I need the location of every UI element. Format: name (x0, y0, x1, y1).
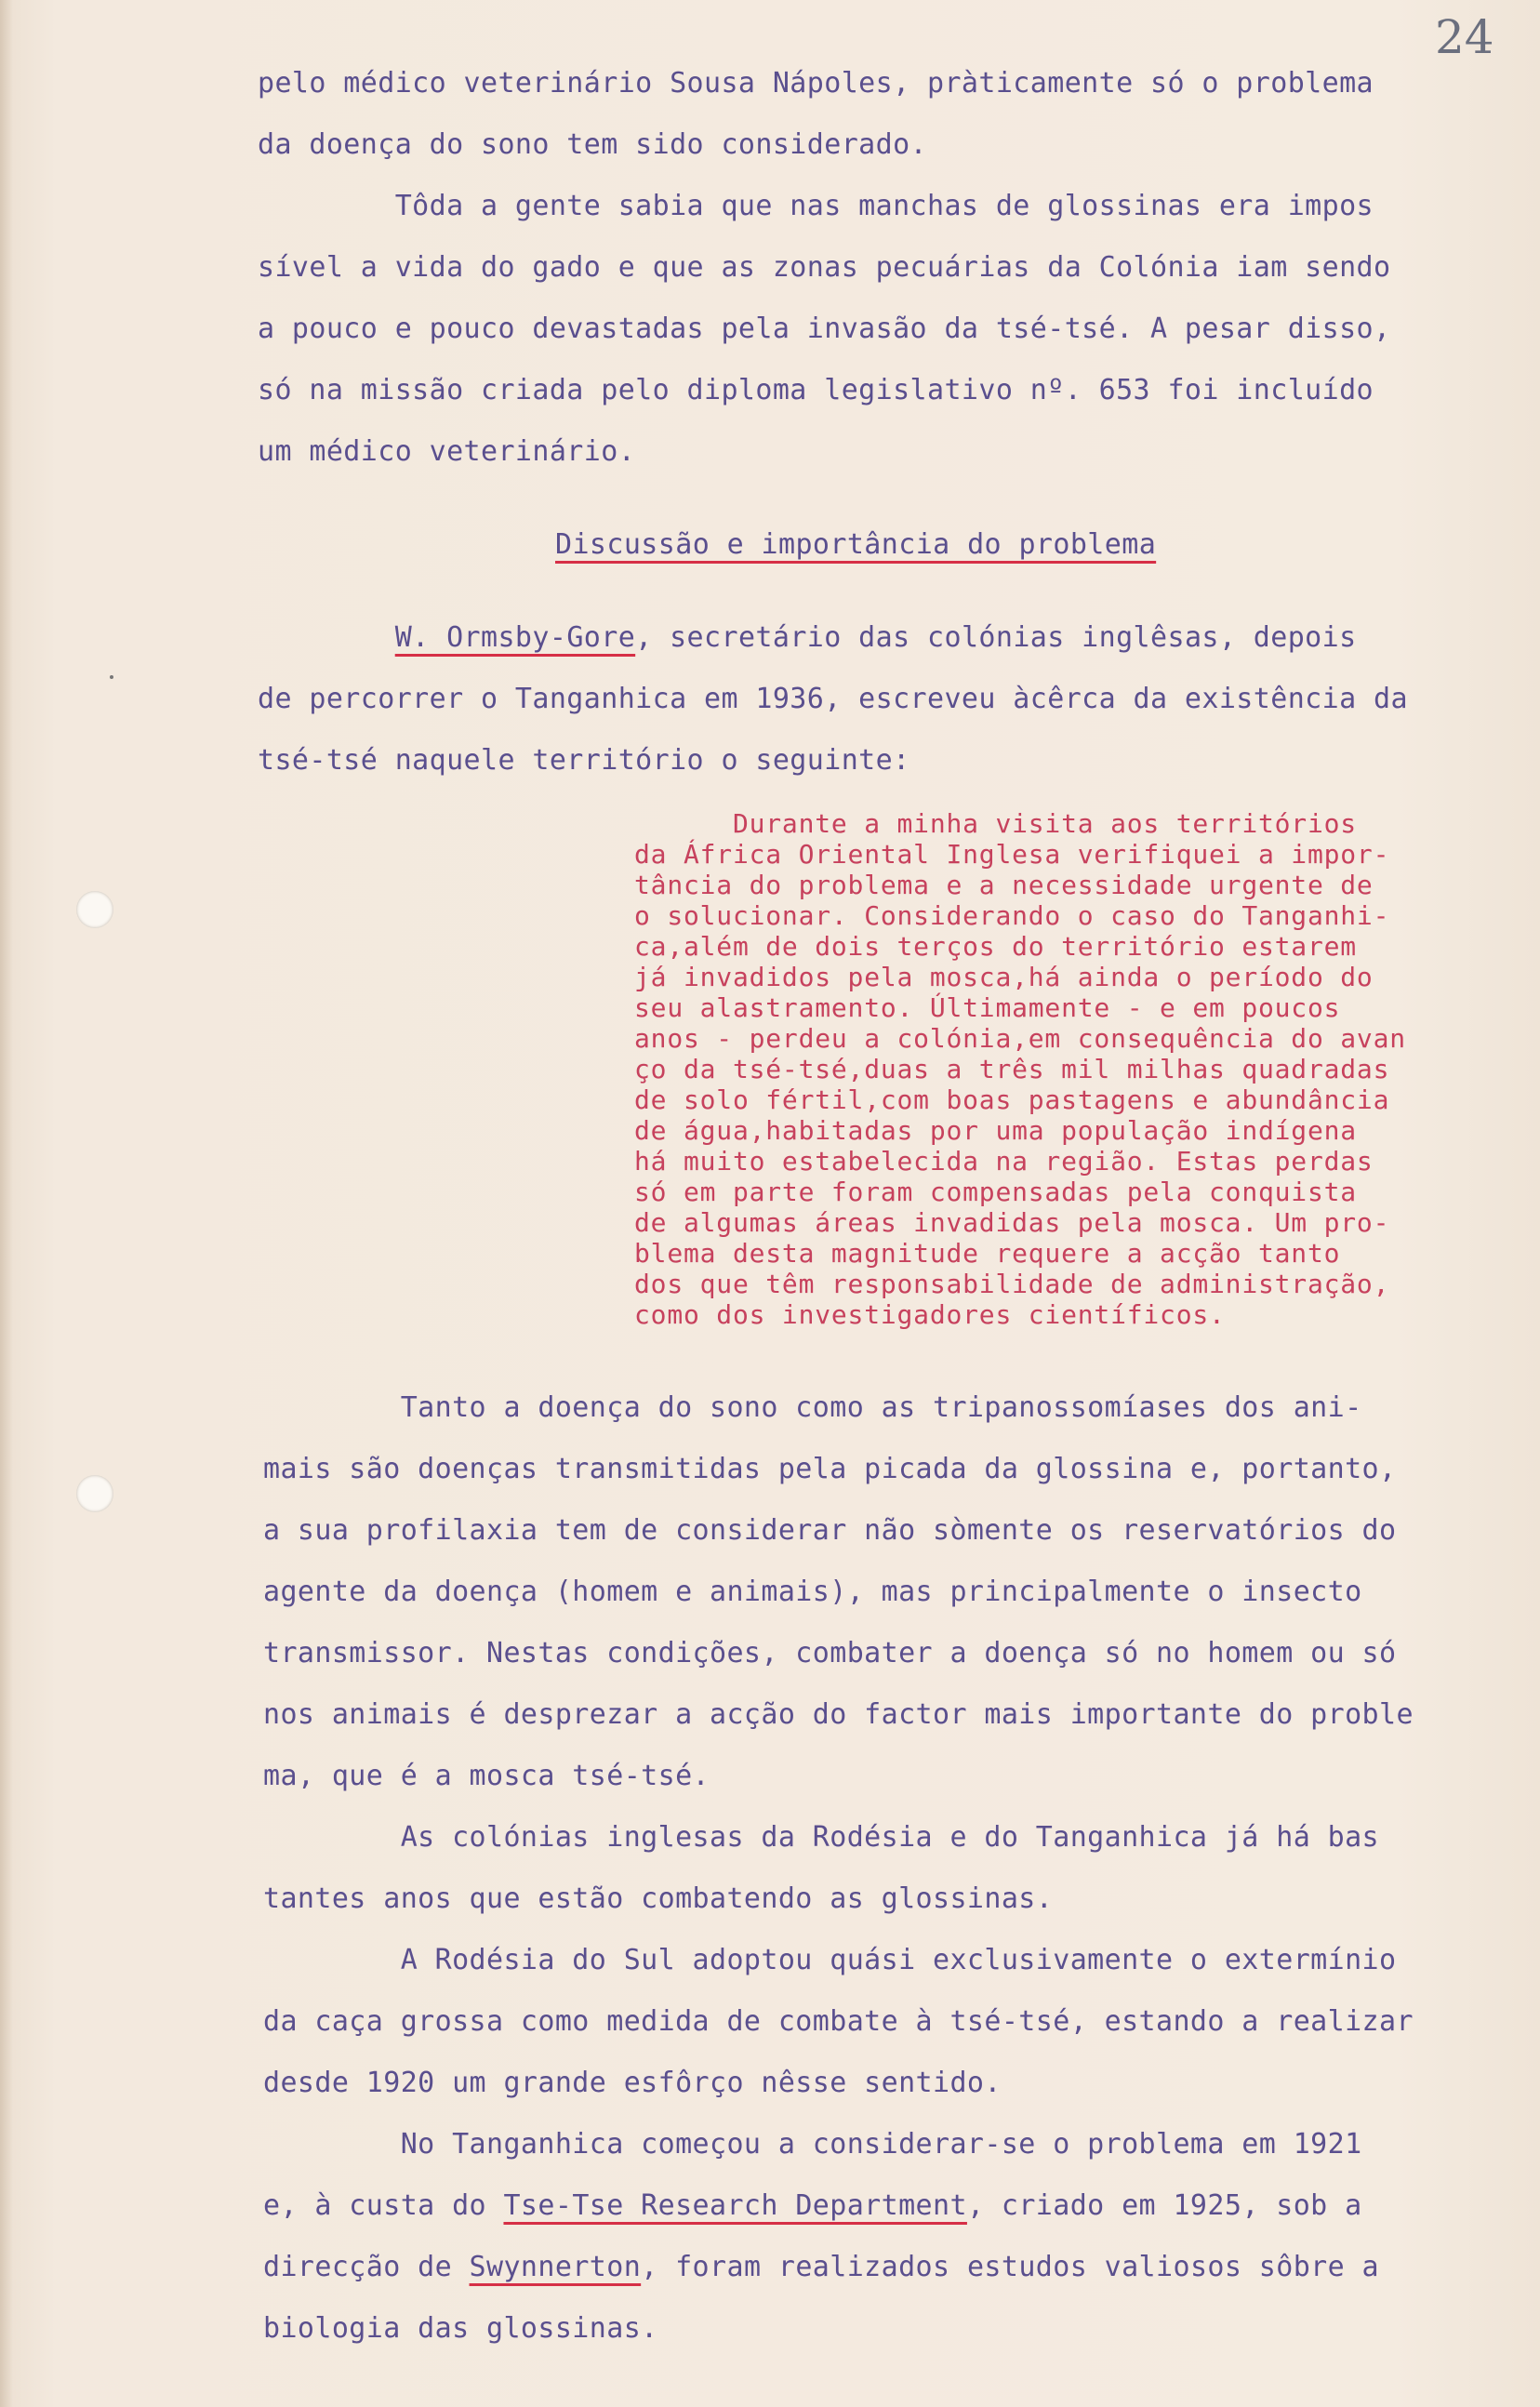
text-line: desde 1920 um grande esfôrço nêsse sentido. (263, 2067, 1002, 2099)
text-line: um médico veterinário. (258, 435, 636, 468)
quote-line: o solucionar. Considerando o caso do Tanganhi- (634, 900, 1390, 931)
quote-line: anos - perdeu a colónia,em consequência do avan (634, 1023, 1406, 1054)
text-span: direcção de (263, 2251, 470, 2283)
text-line: tsé-tsé naquele território o seguinte: (258, 744, 910, 777)
text-line: da doença do sono tem sido considerado. (258, 128, 927, 161)
quote-line: como dos investigadores científicos. (634, 1299, 1226, 1330)
page-number: 24 (1435, 10, 1494, 64)
quote-line: seu alastramento. Últimamente - e em poucos (634, 992, 1341, 1023)
researcher-name: Swynnerton (469, 2251, 642, 2283)
text-line (258, 619, 1357, 657)
text-line: sível a vida do gado e que as zonas pecuárias da Colónia iam sendo (258, 251, 1391, 284)
text-line: a pouco e pouco devastadas pela invasão da tsé-tsé. A pesar disso, (258, 313, 1391, 345)
quote-line: ca,além de dois terços do território estarem (634, 931, 1357, 962)
quote-line: de solo fértil,com boas pastagens e abundância (634, 1084, 1390, 1115)
text-line: pelo médico veterinário Sousa Nápoles, pràticamente só o problema (258, 67, 1374, 100)
institution-name: Tse-Tse Research Department (503, 2189, 967, 2222)
text-line: tantes anos que estão combatendo as glossinas. (263, 1882, 1054, 1915)
punch-hole-bottom (76, 1475, 113, 1512)
quote-line: de algumas áreas invadidas pela mosca. Um pro- (634, 1207, 1390, 1238)
text-line: agente da doença (homem e animais), mas principalmente o insecto (263, 1576, 1362, 1608)
author-name: W. Ormsby-Gore (394, 621, 636, 654)
text-line (263, 2188, 1362, 2225)
text-line: biologia das glossinas. (263, 2312, 658, 2345)
text-line: As colónias inglesas da Rodésia e do Tanganhica já há bas (263, 1821, 1379, 1854)
quote-line: há muito estabelecida na região. Estas perdas (634, 1146, 1374, 1177)
binding-edge (0, 0, 13, 2407)
quote-line: da África Oriental Inglesa verifiquei a impor- (634, 839, 1390, 870)
quote-line: tância do problema e a necessidade urgente de (634, 870, 1374, 900)
text-line: mais são doenças transmitidas pela picada da glossina e, portanto, (263, 1453, 1397, 1485)
text-line: da caça grossa como medida de combate à tsé-tsé, estando a realizar (263, 2005, 1414, 2038)
quote-line: só em parte foram compensadas pela conquista (634, 1177, 1357, 1207)
quote-line: blema desta magnitude requere a acção tanto (634, 1238, 1341, 1269)
section-heading: Discussão e importância do problema (555, 528, 1157, 561)
text-line: A Rodésia do Sul adoptou quási exclusivamente o extermínio (263, 1944, 1397, 1976)
quote-line: de água,habitadas por uma população indígena (634, 1115, 1357, 1146)
quote-line: dos que têm responsabilidade de administração, (634, 1269, 1390, 1299)
quote-line: já invadidos pela mosca,há ainda o período do (634, 962, 1374, 992)
text-line: nos animais é desprezar a acção do factor mais importante do proble (263, 1698, 1414, 1731)
quote-line: ço da tsé-tsé,duas a três mil milhas quadradas (634, 1054, 1390, 1084)
punch-hole-top (76, 891, 113, 928)
quote-line: Durante a minha visita aos territórios (634, 808, 1357, 839)
text-line: transmissor. Nestas condições, combater a doença só no homem ou só (263, 1637, 1397, 1669)
ink-speck (110, 675, 113, 679)
text-line: só na missão criada pelo diploma legislativo nº. 653 foi incluído (258, 374, 1374, 406)
text-line: Tanto a doença do sono como as tripanossomíases dos ani- (263, 1391, 1362, 1424)
text-line: a sua profilaxia tem de considerar não sòmente os reservatórios do (263, 1514, 1397, 1547)
text-span: , criado em 1925, sob a (966, 2189, 1362, 2222)
text-line (263, 2249, 1379, 2286)
text-line: ma, que é a mosca tsé-tsé. (263, 1760, 710, 1792)
text-line: No Tanganhica começou a considerar-se o problema em 1921 (263, 2128, 1362, 2161)
text-line: Tôda a gente sabia que nas manchas de glossinas era impos (258, 190, 1374, 222)
text-line: de percorrer o Tanganhica em 1936, escreveu àcêrca da existência da (258, 683, 1408, 715)
text-span: e, à custa do (263, 2189, 504, 2222)
text-span: , foram realizados estudos valiosos sôbre a (641, 2251, 1380, 2283)
text-span: , secretário das colónias inglêsas, depois (635, 621, 1357, 654)
